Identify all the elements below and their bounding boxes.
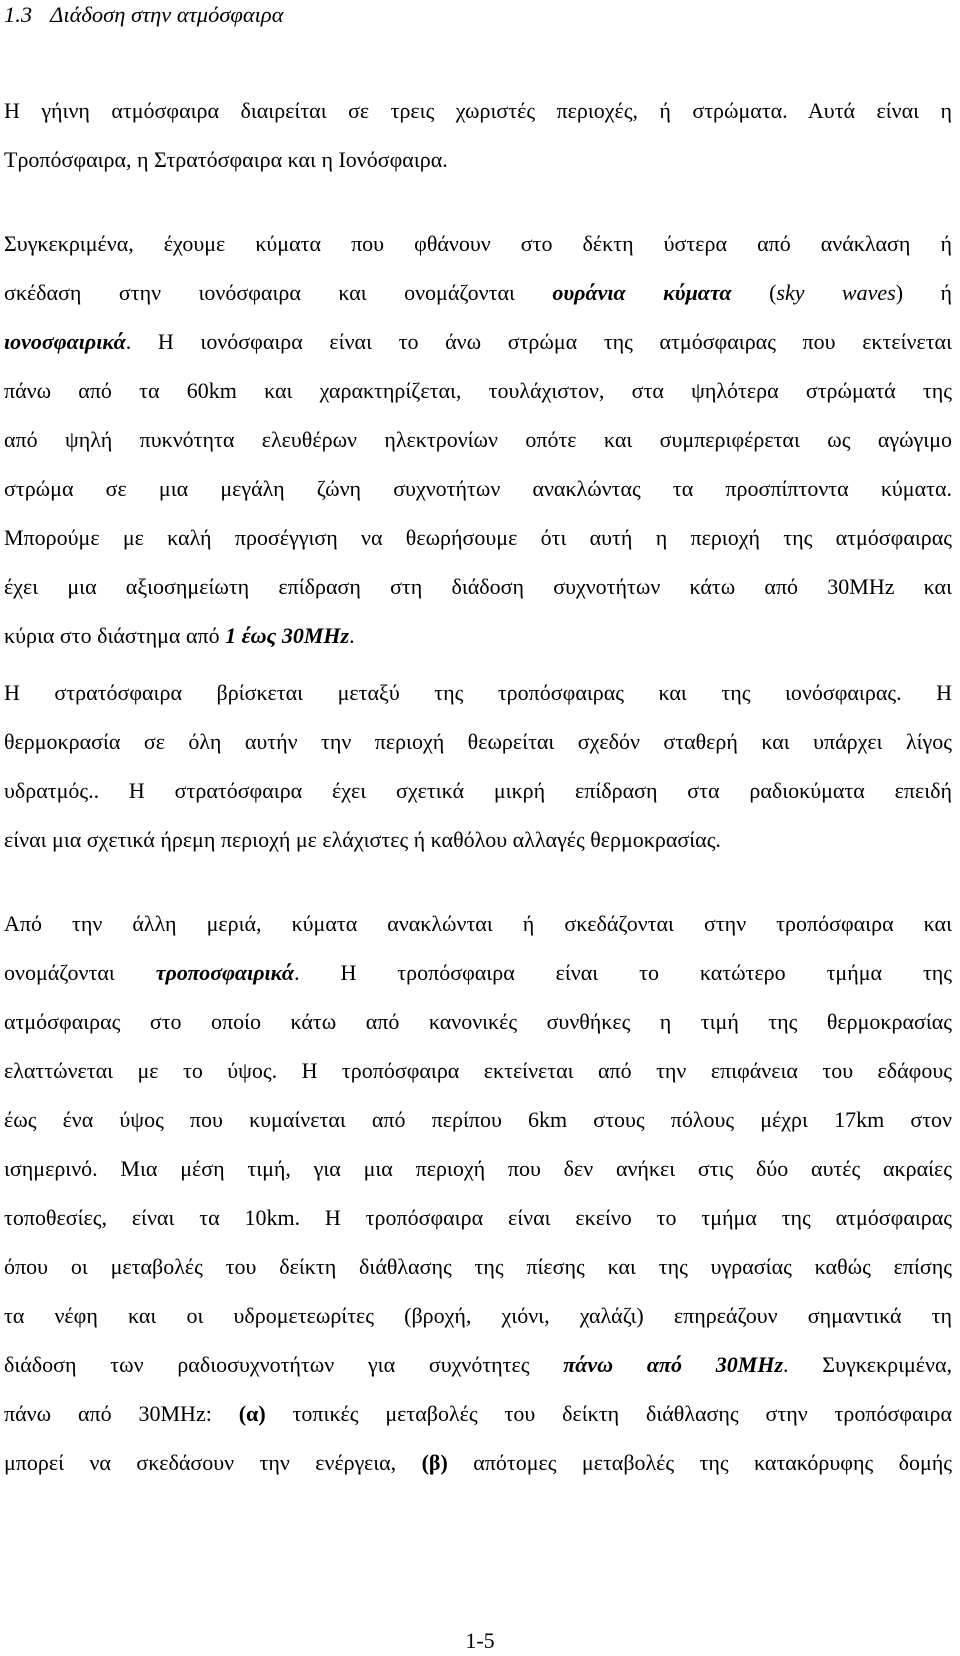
text-line: υδρατμός.. Η στρατόσφαιρα έχει σχετικά μικρή επίδραση στα ραδιοκύματα επειδή	[4, 778, 952, 803]
text-span: πάνω από 30MHz:	[4, 1401, 212, 1426]
term-ionospheric: ιονοσφαιρικά	[4, 329, 126, 354]
text-line: Η στρατόσφαιρα βρίσκεται μεταξύ της τροπόσφαιρας και της ιονόσφαιρας. Η	[4, 680, 952, 705]
text-span: σκέδαση στην ιονόσφαιρα και ονομάζονται	[4, 280, 515, 305]
text-line: τα νέφη και οι υδρομετεωρίτες (βροχή, χιόνι, χαλάζι) επηρεάζουν σημαντικά τη	[4, 1303, 952, 1328]
paragraph-troposphere	[4, 899, 952, 1487]
term-frequency-range: 1 έως 30MHz	[225, 623, 350, 648]
text-line: στρώμα σε μια μεγάλη ζώνη συχνοτήτων ανακλώντας τα προσπίπτοντα κύματα.	[4, 476, 952, 501]
text-span: τοπικές μεταβολές του δείκτη διάθλασης στην τροπόσφαιρα	[292, 1401, 952, 1426]
text-line: έως ένα ύψος που κυμαίνεται από περίπου 6km στους πόλους μέχρι 17km στον	[4, 1107, 952, 1132]
text-span: . Η τροπόσφαιρα είναι το κατώτερο τμήμα της	[294, 960, 952, 985]
section-title: Διάδοση στην ατμόσφαιρα	[50, 2, 284, 27]
text-span: ) ή	[895, 280, 952, 305]
text-span: . Η ιονόσφαιρα είναι το άνω στρώμα της ατμόσφαιρας που εκτείνεται	[125, 329, 952, 354]
text-span: .	[349, 623, 355, 648]
section-heading	[4, 0, 284, 30]
paragraph-ionosphere	[4, 219, 952, 660]
text-line: Τροπόσφαιρα, η Στρατόσφαιρα και η Ιονόσφαιρα.	[4, 147, 448, 172]
term-above-30mhz: πάνω από 30MHz	[563, 1352, 784, 1377]
text-line: όπου οι μεταβολές του δείκτη διάθλασης της πίεσης και της υγρασίας καθώς επίσης	[4, 1254, 952, 1279]
text-line	[4, 948, 952, 997]
text-span: κύρια στο διάστημα από	[4, 623, 220, 648]
text-line	[4, 1389, 952, 1438]
text-span: μπορεί να σκεδάσουν την ενέργεια,	[4, 1450, 397, 1475]
page-number: 1-5	[465, 1628, 495, 1653]
text-line	[4, 317, 952, 366]
text-line: ισημερινό. Μια μέση τιμή, για μια περιοχή που δεν ανήκει στις δύο αυτές ακραίες	[4, 1156, 952, 1181]
text-line	[4, 611, 952, 660]
text-line: πάνω από τα 60km και χαρακτηρίζεται, τουλάχιστον, στα ψηλότερα στρώματά της	[4, 378, 952, 403]
text-line: Η γήινη ατμόσφαιρα διαιρείται σε τρεις χωριστές περιοχές, ή στρώματα. Αυτά είναι η	[4, 98, 952, 123]
term-sky-waves-english: sky waves	[776, 280, 896, 305]
text-line: ατμόσφαιρας στο οποίο κάτω από κανονικές συνθήκες η τιμή της θερμοκρασίας	[4, 1009, 952, 1034]
text-line: έχει μια αξιοσημείωτη επίδραση στη διάδοση συχνοτήτων κάτω από 30MHz και	[4, 574, 952, 599]
text-line: τοποθεσίες, είναι τα 10km. Η τροπόσφαιρα είναι εκείνο το τμήμα της ατμόσφαιρας	[4, 1205, 952, 1230]
text-line: ελαττώνεται με το ύψος. Η τροπόσφαιρα εκτείνεται από την επιφάνεια του εδάφους	[4, 1058, 952, 1083]
text-line: Συγκεκριμένα, έχουμε κύματα που φθάνουν στο δέκτη ύστερα από ανάκλαση ή	[4, 231, 952, 256]
text-span: ονομάζονται	[4, 960, 115, 985]
text-line: θερμοκρασία σε όλη αυτήν την περιοχή θεωρείται σχεδόν σταθερή και υπάρχει λίγος	[4, 729, 952, 754]
text-span: διάδοση των ραδιοσυχνοτήτων για συχνότητες	[4, 1352, 530, 1377]
term-sky-waves-greek: ουράνια κύματα	[552, 280, 732, 305]
text-line: είναι μια σχετικά ήρεμη περιοχή με ελάχιστες ή καθόλου αλλαγές θερμοκρασίας.	[4, 827, 721, 852]
section-number: 1.3	[4, 2, 33, 27]
list-marker-a: (α)	[238, 1401, 266, 1426]
text-line	[4, 1438, 952, 1487]
text-span: . Συγκεκριμένα,	[783, 1352, 952, 1377]
list-marker-b: (β)	[421, 1450, 448, 1475]
text-line: Μπορούμε με καλή προσέγγιση να θεωρήσουμε ότι αυτή η περιοχή της ατμόσφαιρας	[4, 525, 952, 550]
text-span: (	[769, 280, 777, 305]
text-line: από ψηλή πυκνότητα ελευθέρων ηλεκτρονίων οπότε και συμπεριφέρεται ως αγώγιμο	[4, 427, 952, 452]
text-line	[4, 268, 952, 317]
text-line: Από την άλλη μεριά, κύματα ανακλώνται ή σκεδάζονται στην τροπόσφαιρα και	[4, 911, 952, 936]
text-line	[4, 1340, 952, 1389]
text-span: απότομες μεταβολές της κατακόρυφης δομής	[473, 1450, 952, 1475]
term-tropospheric: τροποσφαιρικά	[155, 960, 295, 985]
paragraph-atmosphere-layers	[4, 86, 952, 184]
paragraph-stratosphere	[4, 668, 952, 864]
